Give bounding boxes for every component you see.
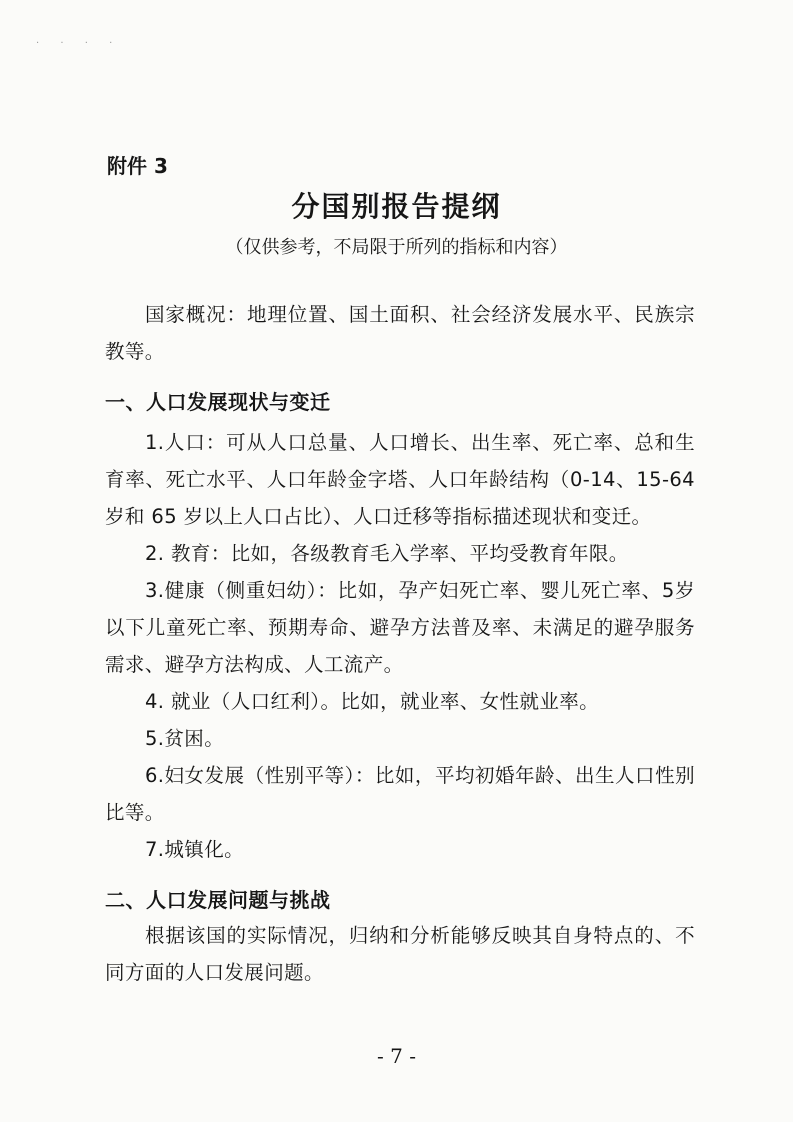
section-heading-2: 二、人口发展问题与挑战 bbox=[105, 888, 331, 912]
intro-paragraph: 国家概况：地理位置、国土面积、社会经济发展水平、民族宗教等。 bbox=[105, 303, 695, 363]
document-title: 分国别报告提纲 bbox=[291, 190, 502, 223]
section2-body: 根据该国的实际情况，归纳和分析能够反映其自身特点的、不同方面的人口发展问题。 bbox=[105, 924, 695, 984]
scan-marks: · · · · bbox=[36, 38, 122, 49]
attachment-label: 附件 3 bbox=[107, 154, 168, 178]
section-heading-1: 一、人口发展现状与变迁 bbox=[105, 390, 331, 414]
section1-item-1: 1.人口：可从人口总量、人口增长、出生率、死亡率、总和生育率、死亡水平、人口年龄金字塔、人口年龄结构（0-14、15-64岁和 65 岁以上人口占比）、人口迁移等指标描述现状和变迁。 bbox=[105, 431, 695, 528]
document-subtitle: （仅供参考，不局限于所列的指标和内容） bbox=[225, 237, 568, 258]
section1-item-2: 2. 教育：比如，各级教育毛入学率、平均受教育年限。 bbox=[145, 542, 629, 565]
section1-item-4: 4. 就业（人口红利）。比如，就业率、女性就业率。 bbox=[145, 690, 600, 713]
section1-item-7: 7.城镇化。 bbox=[145, 838, 245, 861]
section1-item-3: 3.健康（侧重妇幼）：比如，孕产妇死亡率、婴儿死亡率、5岁以下儿童死亡率、预期寿命、避孕方法普及率、未满足的避孕服务需求、避孕方法构成、人工流产。 bbox=[105, 579, 695, 676]
section1-item-5: 5.贫困。 bbox=[145, 727, 225, 750]
section1-item-6: 6.妇女发展（性别平等）：比如，平均初婚年龄、出生人口性别比等。 bbox=[105, 764, 695, 824]
page-number: - 7 - bbox=[377, 1044, 416, 1068]
